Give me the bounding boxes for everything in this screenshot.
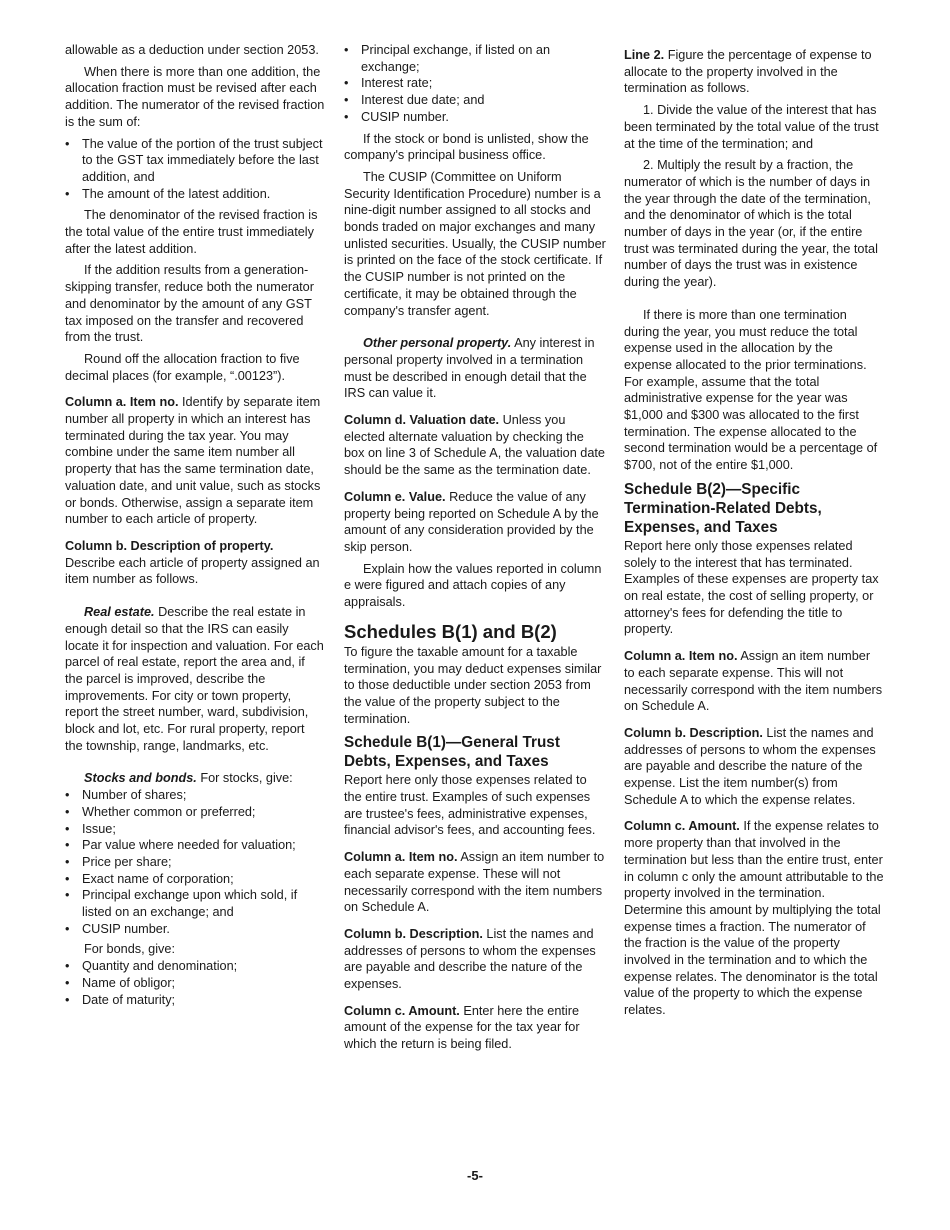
column-b-text: Describe each article of property assigned an item number as follows. — [65, 555, 320, 587]
list-item: • The value of the portion of the trust subject to the GST tax immediately before the last addition, and — [65, 136, 325, 186]
b2-column-b-description — [624, 725, 884, 809]
b1-column-b-description — [344, 926, 606, 993]
section-heading-schedules-b: Schedules B(1) and B(2) — [344, 620, 557, 642]
column-d-heading: Column d. Valuation date. — [344, 413, 500, 428]
list-item: • Whether common or preferred; — [65, 804, 325, 821]
column-a-text: Identify by separate item number all property in which an interest has terminated during the tax year. You may combine under the same item number all property that has the same termination date, valuation date, and unit value, such as stocks or bonds. Otherwise, assign a separate item number to each article of property. — [65, 395, 321, 527]
stocks-and-bonds-heading: Stocks and bonds. — [84, 771, 197, 786]
b1-column-a-heading: Column a. Item no. — [344, 850, 458, 865]
real-estate-paragraph — [65, 604, 325, 754]
column-d-valuation-date — [344, 412, 606, 479]
section-heading-schedule-b2: Schedule B(2)—Specific Termination-Related Debts, Expenses, and Taxes — [624, 480, 822, 536]
column-b-description — [65, 538, 325, 588]
list-item: • Interest rate; — [344, 75, 606, 92]
section-heading-schedule-b1: Schedule B(1)—General Trust Debts, Expenses, and Taxes — [344, 734, 560, 771]
list-item: • CUSIP number. — [344, 109, 606, 126]
b2-column-c-amount — [624, 818, 884, 1018]
list-item: • Number of shares; — [65, 787, 325, 804]
column-a-heading: Column a. Item no. — [65, 395, 179, 410]
paragraph-unlisted: If the stock or bond is unlisted, show the company's principal business office. — [344, 131, 589, 163]
column-d-text: Unless you elected alternate valuation by checking the box on line 3 of Schedule A, the valuation date should be the same as the termination date. — [344, 413, 605, 478]
stocks-and-bonds-text: For stocks, give: — [200, 771, 293, 786]
stocks-and-bonds-paragraph — [65, 770, 325, 787]
other-personal-property-text: Any interest in personal property involved in a termination must be described in enough detail that the IRS can value it. — [344, 336, 595, 401]
list-item: • Issue; — [65, 821, 325, 838]
real-estate-text: Describe the real estate in enough detail so that the IRS can easily locate it for inspection and valuation. For each parcel of real estate, report the area and, if the parcel is improved, describe the improvements. For city or town property, report the street number, ward, subdivision, block and lot, etc. For rural property, report the township, range, landmarks, etc. — [65, 605, 324, 753]
paragraph-multiple-terminations: If there is more than one termination during the year, you must reduce the total expense used in the allocation by the expense allocated to the prior terminations. For example, assume that the total administrative expense for the year was $1,000 and $300 was allocated to the first termination. The expense allocated to the second termination would be a percentage of $700, not of the entire $1,000. — [624, 307, 878, 473]
real-estate-heading: Real estate. — [84, 605, 155, 620]
b1-column-a-item-no — [344, 849, 606, 916]
b2-column-a-heading: Column a. Item no. — [624, 649, 738, 664]
paragraph-schedules-b: To figure the taxable amount for a taxable termination, you may deduct expenses similar to those deductible under section 2053 from the value of the property subject to the termination. — [344, 644, 602, 726]
page-number: -5- — [467, 1168, 483, 1183]
paragraph-schedule-b2: Report here only those expenses related solely to the interest that has terminated. Examples of these expenses are property tax on real estate, the cost of selling property, or attorney's fees for defending the title to property. — [624, 538, 879, 637]
paragraph-multiple-additions: When there is more than one addition, the allocation fraction must be revised after each addition. The numerator of the revised fraction is the sum of: — [65, 64, 325, 129]
column-1 — [65, 42, 325, 1008]
column-2 — [344, 42, 606, 1058]
list-item: • CUSIP number. — [65, 921, 325, 938]
list-item: • Quantity and denomination; — [65, 958, 325, 975]
column-b-heading: Column b. Description of property. — [65, 538, 274, 553]
b1-column-b-heading: Column b. Description. — [344, 926, 483, 941]
list-item: • Principal exchange, if listed on an exchange; — [344, 42, 606, 75]
line-2-paragraph — [624, 47, 884, 97]
b1-column-c-text: Enter here the entire amount of the expense for the tax year for which the return is being filed. — [344, 1003, 580, 1052]
list-item: • Par value where needed for valuation; — [65, 837, 325, 854]
paragraph-round-off: Round off the allocation fraction to five decimal places (for example, “.00123”). — [65, 351, 300, 383]
list-item: • Name of obligor; — [65, 975, 325, 992]
step-1: 1. Divide the value of the interest that has been terminated by the total value of the trust at the time of the termination; and — [624, 103, 879, 151]
paragraph-cusip: The CUSIP (Committee on Uniform Security Identification Procedure) number is a nine-digit number assigned to all stocks and bonds traded on major exchanges and many unlisted securities. Usually, the CUSIP number is printed on the face of the stock certificate. If the CUSIP number is not printed on the certificate, it may be obtained through the company's transfer agent. — [344, 169, 606, 318]
b1-column-b-text: List the names and addresses of persons to whom the expenses are payable and describe the nature of the expenses. — [344, 926, 596, 992]
paragraph-continued: allowable as a deduction under section 2053. — [65, 43, 319, 57]
b1-column-a-text: Assign an item number to each separate expense. These will not necessarily correspond with the item numbers on Schedule A. — [344, 850, 605, 915]
list-item: • Exact name of corporation; — [65, 871, 325, 888]
paragraph-gst-transfer: If the addition results from a generation-skipping transfer, reduce both the numerator and denominator by the amount of any GST tax imposed on the transfer and recovered from the trust. — [65, 263, 314, 345]
paragraph-denominator: The denominator of the revised fraction is the total value of the entire trust immediately after the latest addition. — [65, 208, 318, 256]
b2-column-a-item-no — [624, 648, 884, 715]
column-3 — [624, 47, 884, 1024]
other-personal-property-heading: Other personal property. — [363, 336, 512, 351]
step-2: 2. Multiply the result by a fraction, the numerator of which is the number of days in the year through the date of the termination, and the denominator of which is the total number of days in the year (or, if the entire trust was terminated during the year, the total number of days the trust was in existence during the year). — [624, 158, 878, 290]
other-personal-property-paragraph — [344, 335, 606, 402]
list-item: • The amount of the latest addition. — [65, 186, 325, 203]
b2-column-c-heading: Column c. Amount. — [624, 819, 740, 834]
paragraph-schedule-b1: Report here only those expenses related to the entire trust. Examples of such expenses are trustee's fees, administrative expenses, financial advisor's fees, and accounting fees. — [344, 773, 596, 838]
b2-column-b-text: List the names and addresses of persons to whom the expenses are payable and describe the nature of the expense. List the item number(s) from Schedule A to which the expense relates. — [624, 725, 876, 807]
column-e-text: Reduce the value of any property being reported on Schedule A by the amount of any consideration provided by the skip person. — [344, 489, 599, 554]
b2-column-a-text: Assign an item number to each separate expense. This will not necessarily correspond with the item numbers on Schedule A. — [624, 649, 883, 714]
b1-column-c-amount — [344, 1003, 606, 1053]
column-e-heading: Column e. Value. — [344, 489, 446, 504]
line-2-heading: Line 2. — [624, 48, 665, 62]
paragraph-explain-values: Explain how the values reported in column e were figured and attach copies of any appraisals. — [344, 561, 602, 610]
b1-column-c-heading: Column c. Amount. — [344, 1003, 460, 1018]
b2-column-c-text: If the expense relates to more property than that involved in the termination but less than the entire trust, enter in column c only the amount attributable to the property involved in the termination. Determine this amount by multiplying the total expense times a fraction. The numerator of the fraction is the value of the property involved in the termination and to which the expense relates. The denominator is the total value of the property to which the expense relates. — [624, 819, 884, 1018]
list-item: • Price per share; — [65, 854, 325, 871]
line-2-text: Figure the percentage of expense to allocate to the property involved in the termination as follows. — [624, 48, 872, 96]
list-item: • Interest due date; and — [344, 92, 606, 109]
column-e-value — [344, 489, 606, 556]
list-item: • Date of maturity; — [65, 992, 325, 1009]
list-item: • Principal exchange upon which sold, if listed on an exchange; and — [65, 887, 325, 920]
bonds-intro: For bonds, give: — [84, 942, 175, 957]
column-a-item-no — [65, 394, 325, 528]
b2-column-b-heading: Column b. Description. — [624, 725, 763, 740]
